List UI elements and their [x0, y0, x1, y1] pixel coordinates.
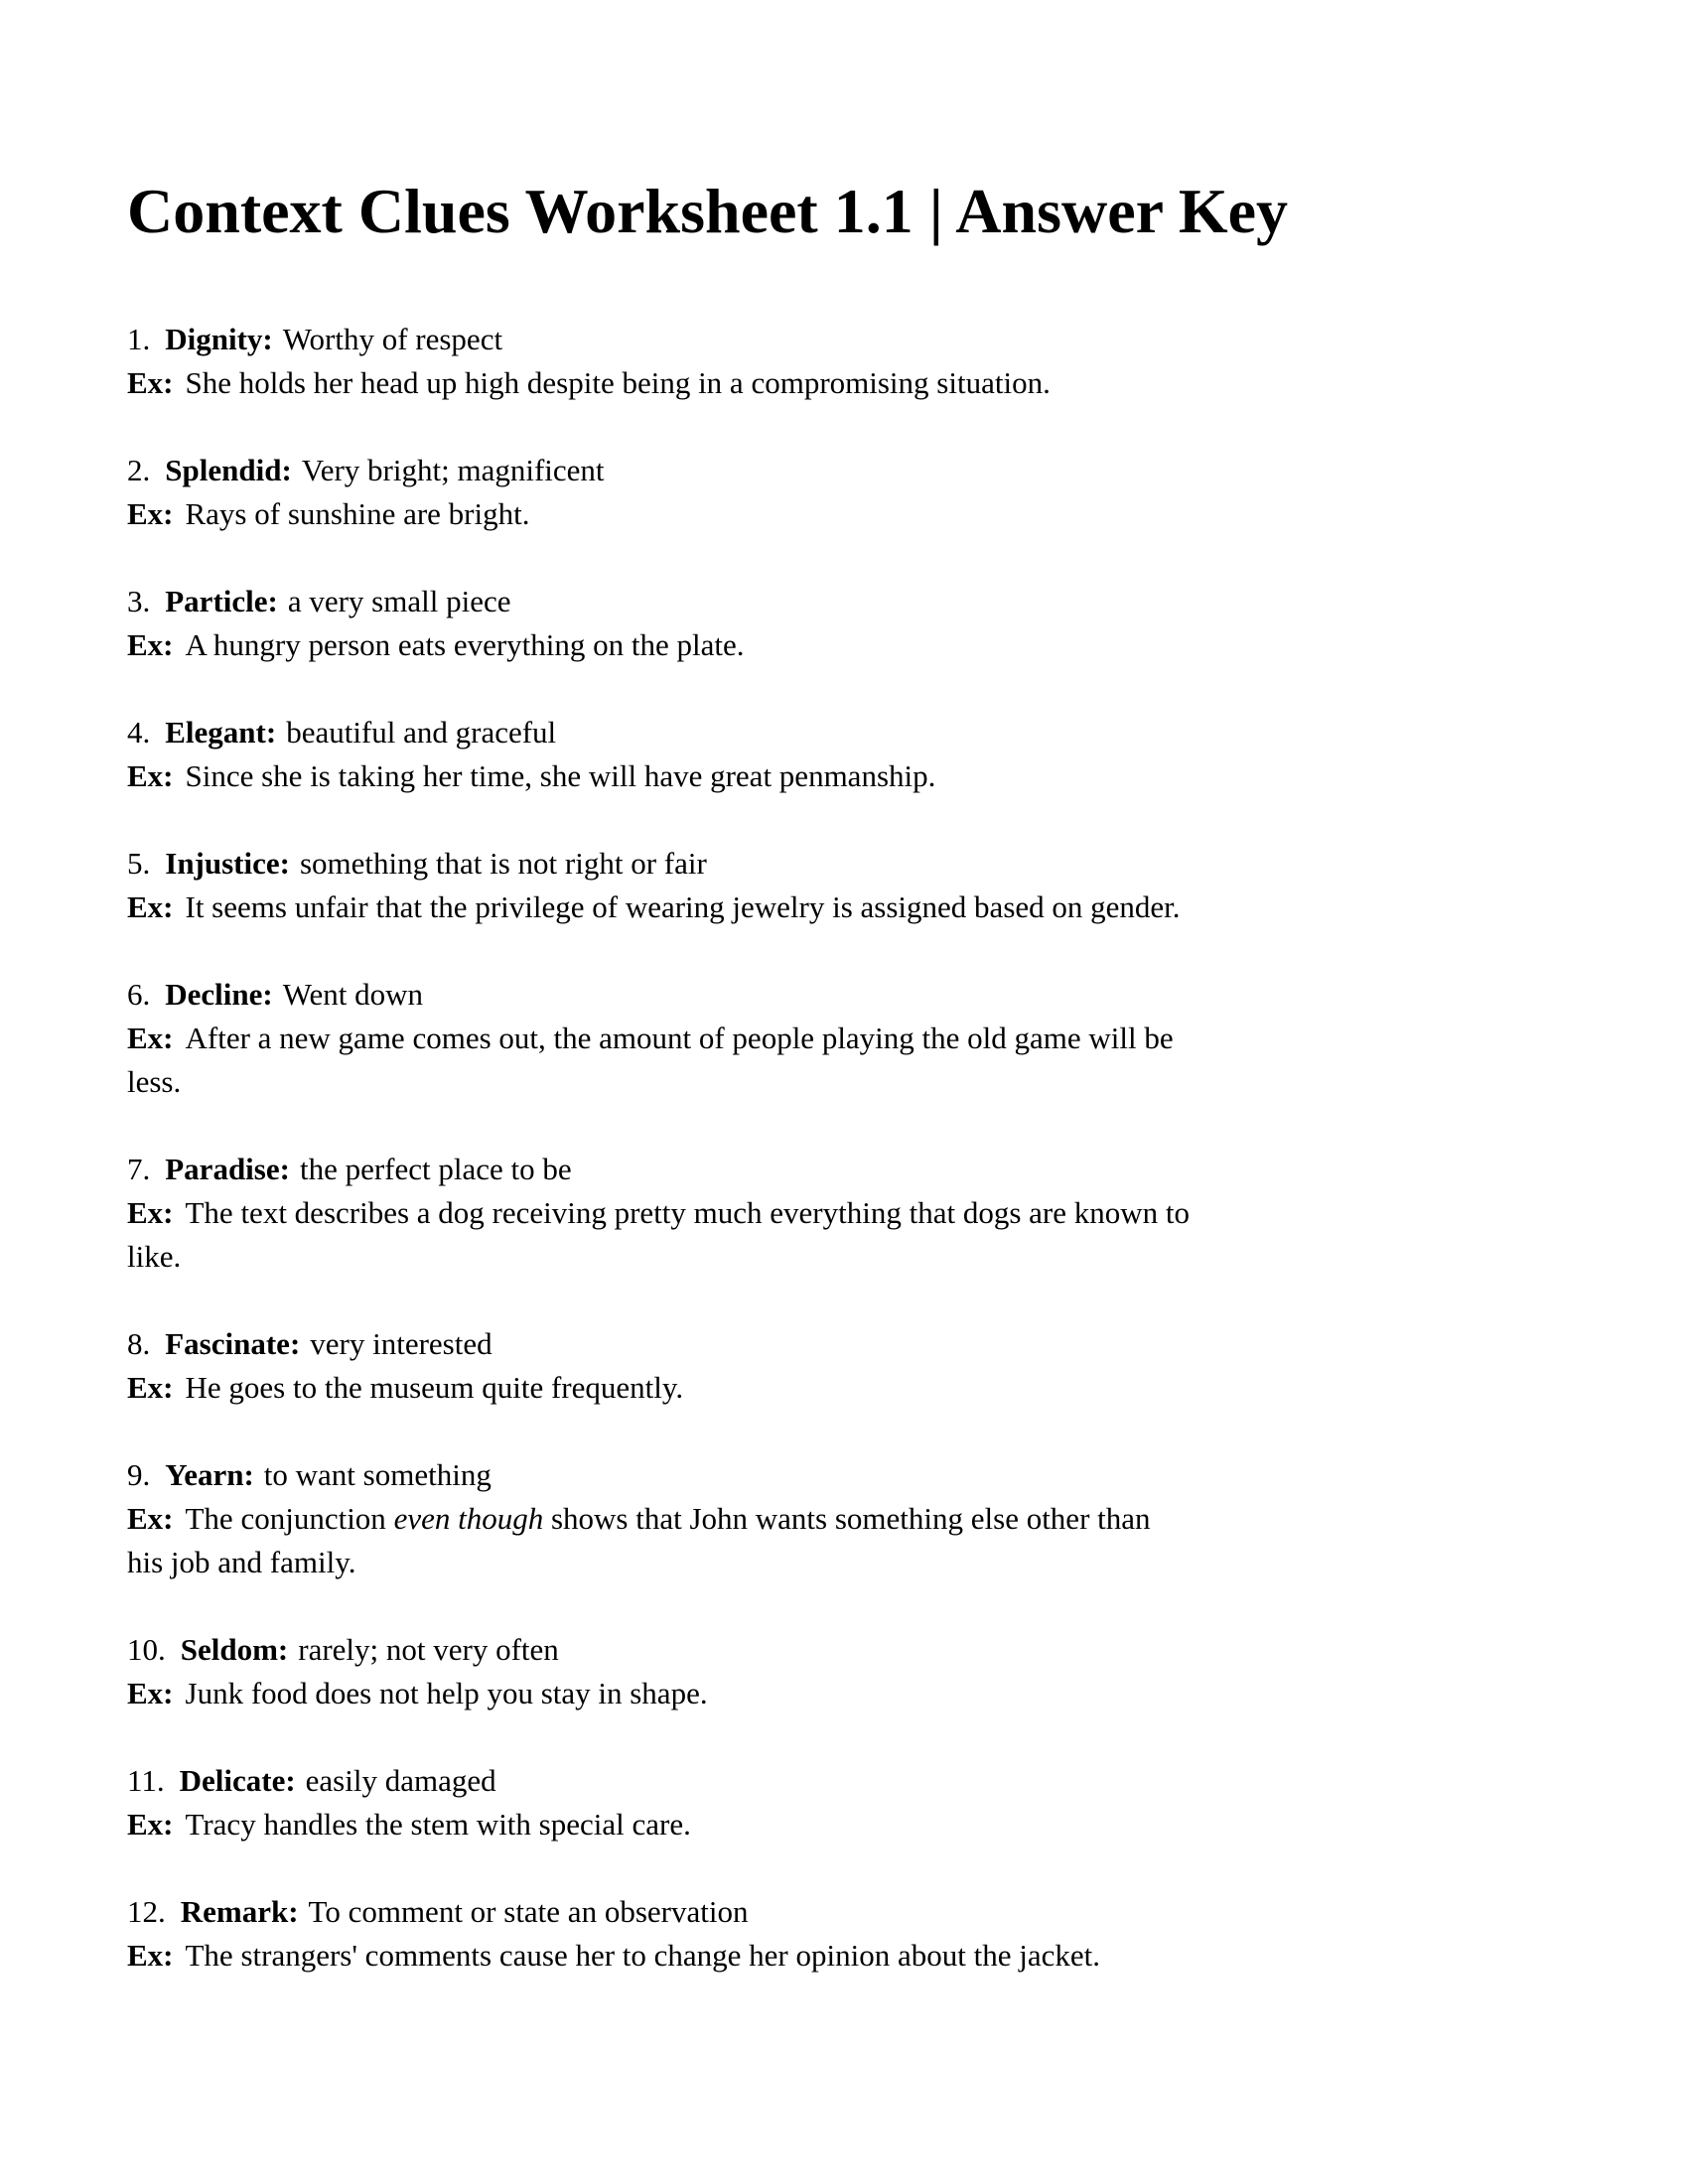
item-word: Seldom: [180, 1632, 289, 1667]
item-number: 8. [127, 1326, 151, 1361]
item-example: Junk food does not help you stay in shape. [185, 1676, 708, 1710]
worksheet-item [127, 1759, 1539, 1846]
item-number: 10. [127, 1632, 166, 1667]
example-text-part: The conjunction [185, 1501, 394, 1536]
example-label: Ex: [127, 1676, 174, 1710]
item-number: 6. [127, 977, 151, 1012]
item-word: Paradise: [165, 1152, 290, 1186]
example-line [127, 361, 1539, 405]
item-number: 5. [127, 846, 151, 881]
item-example: After a new game comes out, the amount of people playing the old game will be [185, 1021, 1174, 1055]
item-word: Yearn: [165, 1457, 254, 1492]
item-example-wrap: his job and family. [127, 1545, 356, 1579]
item-definition: the perfect place to be [299, 1152, 572, 1186]
answer-list [127, 318, 1539, 1978]
item-number: 12. [127, 1894, 166, 1929]
definition-line [127, 1322, 1539, 1366]
example-label: Ex: [127, 1807, 174, 1842]
item-word: Elegant: [165, 715, 277, 750]
example-label: Ex: [127, 1370, 174, 1405]
example-label: Ex: [127, 889, 174, 924]
example-line [127, 492, 1539, 536]
example-line [127, 1803, 1539, 1846]
item-definition: rarely; not very often [298, 1632, 559, 1667]
item-definition: a very small piece [287, 584, 511, 618]
example-label: Ex: [127, 1938, 174, 1973]
definition-line [127, 1759, 1539, 1803]
item-example [186, 1501, 1151, 1536]
worksheet-item [127, 1890, 1539, 1978]
example-label: Ex: [127, 1195, 174, 1230]
item-definition: Went down [282, 977, 424, 1012]
item-example: She holds her head up high despite being in a compromising situation. [185, 365, 1051, 400]
example-line [127, 1191, 1539, 1279]
example-line [127, 1017, 1539, 1104]
worksheet-item [127, 1453, 1539, 1584]
example-label: Ex: [127, 1021, 174, 1055]
item-definition: to want something [263, 1457, 492, 1492]
example-line [127, 1934, 1539, 1978]
item-word: Fascinate: [165, 1326, 301, 1361]
item-word: Decline: [165, 977, 273, 1012]
worksheet-item [127, 842, 1539, 929]
definition-line [127, 580, 1539, 623]
item-number: 1. [127, 322, 151, 356]
item-word: Splendid: [165, 453, 292, 487]
worksheet-item [127, 318, 1539, 405]
example-line [127, 754, 1539, 798]
definition-line [127, 842, 1539, 886]
item-word: Injustice: [165, 846, 290, 881]
worksheet-item [127, 449, 1539, 536]
item-definition: easily damaged [305, 1763, 496, 1798]
item-definition: something that is not right or fair [299, 846, 707, 881]
worksheet-item [127, 973, 1539, 1104]
definition-line [127, 1628, 1539, 1672]
example-label: Ex: [127, 758, 174, 793]
example-label: Ex: [127, 496, 174, 531]
worksheet-item [127, 711, 1539, 798]
item-example: The text describes a dog receiving pretty much everything that dogs are known to [185, 1195, 1190, 1230]
worksheet-item [127, 1322, 1539, 1410]
item-example-wrap: less. [127, 1064, 182, 1099]
document-title: Context Clues Worksheet 1.1 | Answer Key [127, 176, 1289, 246]
worksheet-item [127, 1148, 1539, 1279]
definition-line [127, 1890, 1539, 1934]
item-definition: beautiful and graceful [286, 715, 557, 750]
worksheet-item [127, 580, 1539, 667]
item-word: Particle: [165, 584, 278, 618]
example-label: Ex: [127, 365, 174, 400]
item-number: 2. [127, 453, 151, 487]
item-definition: To comment or state an observation [308, 1894, 749, 1929]
example-text-part: shows that John wants something else other than [543, 1501, 1151, 1536]
example-line [127, 1366, 1539, 1410]
definition-line [127, 711, 1539, 754]
example-label: Ex: [127, 627, 174, 662]
item-number: 9. [127, 1457, 151, 1492]
definition-line [127, 973, 1539, 1017]
example-line [127, 886, 1539, 929]
definition-line [127, 449, 1539, 492]
example-line [127, 623, 1539, 667]
example-italic-phrase: even though [393, 1501, 544, 1536]
item-number: 7. [127, 1152, 151, 1186]
item-word: Delicate: [179, 1763, 296, 1798]
item-number: 4. [127, 715, 151, 750]
item-word: Remark: [180, 1894, 299, 1929]
item-example-wrap: like. [127, 1239, 182, 1274]
worksheet-item [127, 1628, 1539, 1715]
item-example: Since she is taking her time, she will have great penmanship. [185, 758, 936, 793]
example-line [127, 1672, 1539, 1715]
item-example: Rays of sunshine are bright. [185, 496, 530, 531]
definition-line [127, 1453, 1539, 1497]
item-number: 11. [127, 1763, 165, 1798]
item-example: A hungry person eats everything on the plate. [185, 627, 745, 662]
item-definition: Worthy of respect [282, 322, 503, 356]
item-example: It seems unfair that the privilege of wearing jewelry is assigned based on gender. [185, 889, 1181, 924]
item-example: The strangers' comments cause her to change her opinion about the jacket. [185, 1938, 1100, 1973]
example-label: Ex: [127, 1501, 174, 1536]
item-definition: Very bright; magnificent [301, 453, 605, 487]
item-definition: very interested [310, 1326, 492, 1361]
example-line [127, 1497, 1539, 1584]
definition-line [127, 1148, 1539, 1191]
item-number: 3. [127, 584, 151, 618]
item-word: Dignity: [165, 322, 273, 356]
item-example: Tracy handles the stem with special care. [185, 1807, 691, 1842]
definition-line [127, 318, 1539, 361]
item-example: He goes to the museum quite frequently. [185, 1370, 684, 1405]
